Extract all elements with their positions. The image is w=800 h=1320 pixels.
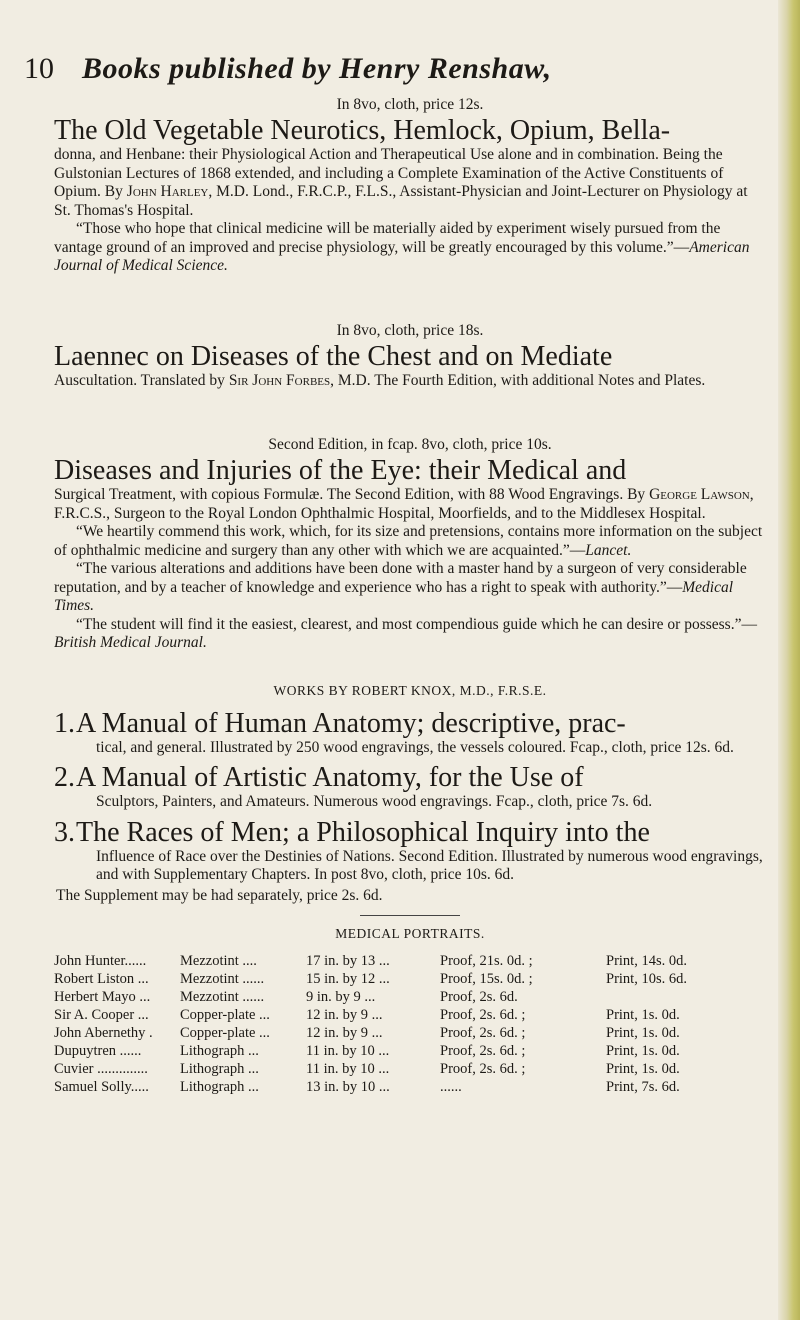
review-source: Medical Times. xyxy=(54,578,734,614)
table-row: John Abernethy . Copper-plate ... 12 in. by 9 ... Proof, 2s. 6d. ; Print, 1s. 0d. xyxy=(54,1025,680,1041)
entry-intro: In 8vo, cloth, price 12s. xyxy=(336,96,484,113)
author-name: John Harley xyxy=(126,183,209,200)
entry-title: Laennec on Diseases of the Chest and on Mediate xyxy=(54,340,613,372)
table-row: Sir A. Cooper ... Copper-plate ... 12 in. by 9 ... Proof, 2s. 6d. ; Print, 1s. 0d. xyxy=(54,1007,680,1023)
review-source: American Journal of Medical Science. xyxy=(54,238,750,274)
portraits-table xyxy=(54,952,687,1096)
knox-item xyxy=(54,709,766,758)
review-quote: “We heartily commend this work, which, for its size and pretensions, contains more information on the subject of ophthalmic medicine and surgery than any other with which we are acquainted.”—Lancet. xyxy=(54,523,763,559)
author-name: George Lawson xyxy=(649,486,750,503)
knox-heading: WORKS BY ROBERT KNOX, M.D., F.R.S.E. xyxy=(273,682,547,698)
item-description: tical, and general. Illustrated by 250 wood engravings, the vessels coloured. Fcap., cloth, price 12s. 6d. xyxy=(96,738,734,756)
table-row: Robert Liston ... Mezzotint ...... 15 in. by 12 ... Proof, 15s. 0d. ; Print, 10s. 6d. xyxy=(54,971,687,987)
book-entry xyxy=(54,436,766,653)
table-row: Samuel Solly..... Lithograph ... 13 in. by 10 ... ...... Print, 7s. 6d. xyxy=(54,1079,680,1095)
item-title: A Manual of Human Anatomy; descriptive, prac- xyxy=(76,707,626,739)
table-row: John Hunter...... Mezzotint .... 17 in. by 13 ... Proof, 21s. 0d. ; Print, 14s. 0d. xyxy=(54,953,687,969)
page-number: 10 xyxy=(24,52,54,85)
review-source: Lancet. xyxy=(585,541,632,559)
item-number: 3. xyxy=(54,816,75,848)
entry-intro: Second Edition, in fcap. 8vo, cloth, price 10s. xyxy=(268,436,552,453)
review-quote: “The various alterations and additions have been done with a master hand by a surgeon of very considerable reputation, and by a teacher of knowledge and experience who has a right to speak with authority.”—Medical Times. xyxy=(54,560,747,614)
book-entry xyxy=(54,322,766,391)
table-row: Herbert Mayo ... Mezzotint ...... 9 in. by 9 ... Proof, 2s. 6d. xyxy=(54,989,518,1005)
item-title: The Races of Men; a Philosophical Inquiry into the xyxy=(76,816,650,848)
item-description: Influence of Race over the Destinies of Nations. Second Edition. Illustrated by numerous wood engravings, and with Supplementary Chapters. In post 8vo, cloth, price 10s. 6d. xyxy=(96,847,763,883)
item-description: Sculptors, Painters, and Amateurs. Numerous wood engravings. Fcap., cloth, price 7s. 6d. xyxy=(96,793,653,810)
entry-description: Auscultation. Translated by Sir John Forbes, M.D. The Fourth Edition, with additional Notes and Plates. xyxy=(54,371,706,389)
review-quote: “The student will find it the easiest, clearest, and most compendious guide which he can desire or possess.”—British Medical Journal. xyxy=(54,615,757,651)
knox-item xyxy=(54,763,766,812)
item-number: 1. xyxy=(54,707,75,739)
book-entry xyxy=(54,96,766,276)
author-name: Sir John Forbes xyxy=(228,371,331,389)
item-number: 2. xyxy=(54,762,75,793)
entry-description: donna, and Henbane: their Physiological Action and Therapeutical Use alone and in combination. Being the Gulstonian Lectures of 1868 extended, and including a Complete Examination of the Active Constituents of Opium. By John Harley, M.D. Lond., F.R.C.P., F.L.S., Assistant-Physician and Joint-Lecturer on Physiology at St. Thomas's Hospital. xyxy=(54,146,748,219)
supplement-note: The Supplement may be had separately, price 2s. 6d. xyxy=(56,886,383,904)
entry-intro: In 8vo, cloth, price 18s. xyxy=(336,321,484,339)
item-title: A Manual of Artistic Anatomy, for the Use of xyxy=(76,762,584,793)
section-divider xyxy=(360,915,460,916)
knox-item xyxy=(54,818,766,906)
page-edge xyxy=(778,0,800,1320)
review-quote: “Those who hope that clinical medicine will be materially aided by experiment wisely pursued from the vantage ground of an improved and precise physiology, will be greatly encouraged by this volume.”—American Journal of Medical Science. xyxy=(54,220,750,274)
table-row: Cuvier .............. Lithograph ... 11 in. by 10 ... Proof, 2s. 6d. ; Print, 1s. 0d. xyxy=(54,1061,680,1077)
page-content xyxy=(54,96,766,1096)
entry-description: Surgical Treatment, with copious Formulæ. The Second Edition, with 88 Wood Engravings. By George Lawson, F.R.C.S., Surgeon to the Royal London Ophthalmic Hospital, Moorfields, and to the Middlesex Hospital. xyxy=(54,486,754,522)
portraits-heading: MEDICAL PORTRAITS. xyxy=(335,926,485,941)
page-header xyxy=(24,52,764,92)
table-row: Dupuytren ...... Lithograph ... 11 in. by 10 ... Proof, 2s. 6d. ; Print, 1s. 0d. xyxy=(54,1043,680,1059)
review-source: British Medical Journal. xyxy=(54,634,207,651)
entry-title: The Old Vegetable Neurotics, Hemlock, Opium, Bella- xyxy=(54,115,671,146)
entry-title: Diseases and Injuries of the Eye: their Medical and xyxy=(54,455,627,486)
running-title: Books published by Henry Renshaw, xyxy=(82,52,552,85)
